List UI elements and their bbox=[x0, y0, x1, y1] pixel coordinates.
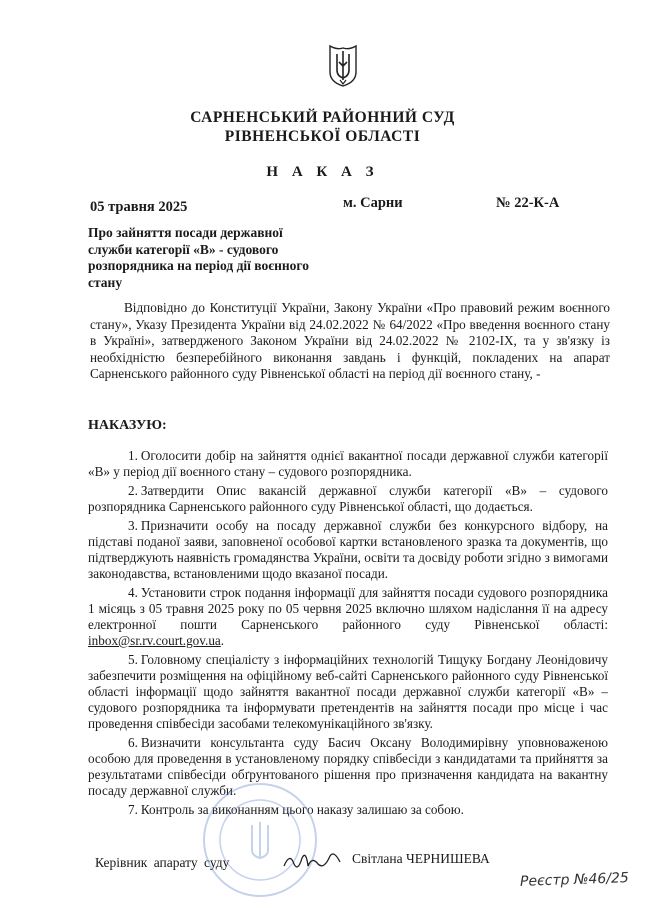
item-text: Установити строк подання інформації для зайняття посади судового розпорядника 1 місяць з 05 травня 2025 року по 05 червня 2025 включно шляхом надіслання її на адресу електронної пошти Сарненського районного суду Рівненської області: bbox=[88, 585, 608, 632]
item-number: 1. bbox=[128, 448, 138, 463]
court-name-line2: РІВНЕНСЬКОЇ ОБЛАСТІ bbox=[224, 128, 421, 145]
item-number: 3. bbox=[128, 518, 138, 533]
preamble-paragraph: Відповідно до Конституції України, Закону України «Про правовий режим воєнного стану», Указу Президента України від 24.02.2022 № 64/2022 «Про введення воєнного стану в Україні», затвердженого Законом України від 24.02.2022 № 2102-IX, та у зв'язку із необхідністю безперебійного виконання завдань і функцій, покладених на апарат Сарненського районного суду Рівненської області на період дії воєнного стану, - bbox=[90, 300, 610, 381]
item-text: Призначити особу на посаду державної служби без конкурсного відбору, на підставі поданої заяви, заповненої особової картки встановленого зразка та документів, що підтверджують наявність громадянства України, освіти та досвіду роботи згідно з вимогами законодавства, встановленими щодо вказаної посади. bbox=[88, 518, 608, 581]
item-number: 2. bbox=[128, 483, 138, 498]
order-subject: Про зайняття посади державної служби категорії «В» - судового розпорядника на період дії воєнного стану bbox=[88, 225, 309, 290]
order-item bbox=[88, 483, 608, 515]
order-place: м. Сарни bbox=[343, 195, 403, 211]
item-number: 5. bbox=[128, 652, 138, 667]
signer-role: Керівник апарату суду bbox=[95, 855, 230, 870]
item-text: Визначити консультанта суду Басич Оксану Володимирівну уповноваженою особою для проведення в установленому порядку співбесіди з кандидатами та прийняття за результатами співбесіди обґрунтованого рішення про призначення кандидата на вакантну посаду державної служби. bbox=[88, 735, 608, 798]
order-item bbox=[88, 652, 608, 732]
item-number: 6. bbox=[128, 735, 138, 750]
order-item bbox=[88, 802, 608, 818]
order-item bbox=[88, 448, 608, 480]
order-number: № 22-К-А bbox=[496, 195, 560, 211]
item-text: Оголосити добір на зайняття однієї вакантної посади державної служби категорії «В» у період дії воєнного стану – судового розпорядника. bbox=[88, 448, 608, 479]
handwritten-registry-note: Реєстр №46/25 bbox=[519, 870, 630, 890]
order-heading: НАКАЗУЮ: bbox=[88, 418, 167, 433]
order-date: 05 травня 2025 bbox=[90, 199, 188, 215]
order-item bbox=[88, 518, 608, 582]
order-item bbox=[88, 585, 608, 649]
item-number: 7. bbox=[128, 802, 138, 817]
trident-emblem-icon bbox=[327, 42, 359, 88]
court-name-line1: САРНЕНСЬКИЙ РАЙОННИЙ СУД bbox=[190, 109, 455, 126]
court-stamp-icon bbox=[200, 780, 320, 900]
document-title: Н А К А З bbox=[266, 164, 379, 180]
item-number: 4. bbox=[128, 585, 138, 600]
item-text: Затвердити Опис вакансій державної служби категорії «В» – судового розпорядника Сарненського районного суду Рівненської області, що додається. bbox=[88, 483, 608, 514]
item-text: Контроль за виконанням цього наказу залишаю за собою. bbox=[140, 802, 464, 817]
court-email-link[interactable]: inbox@sr.rv.court.gov.ua bbox=[88, 633, 221, 648]
item-text: Головному спеціалісту з інформаційних технологій Тищуку Богдану Леонідовичу забезпечити розміщення на офіційному веб-сайті Сарненського районного суду Рівненської області інформації щодо зайняття вакантної посади державної служби категорії «В» – судового розпорядника та інформувати претендентів на зайняття посади про місце і час проведення співбесіди засобами телекомунікаційного зв'язку. bbox=[88, 652, 608, 731]
signer-name: Світлана ЧЕРНИШЕВА bbox=[352, 851, 490, 866]
item-tail: . bbox=[220, 633, 225, 648]
order-item bbox=[88, 735, 608, 799]
handwritten-signature-icon bbox=[280, 848, 345, 874]
order-items-list bbox=[88, 448, 608, 821]
